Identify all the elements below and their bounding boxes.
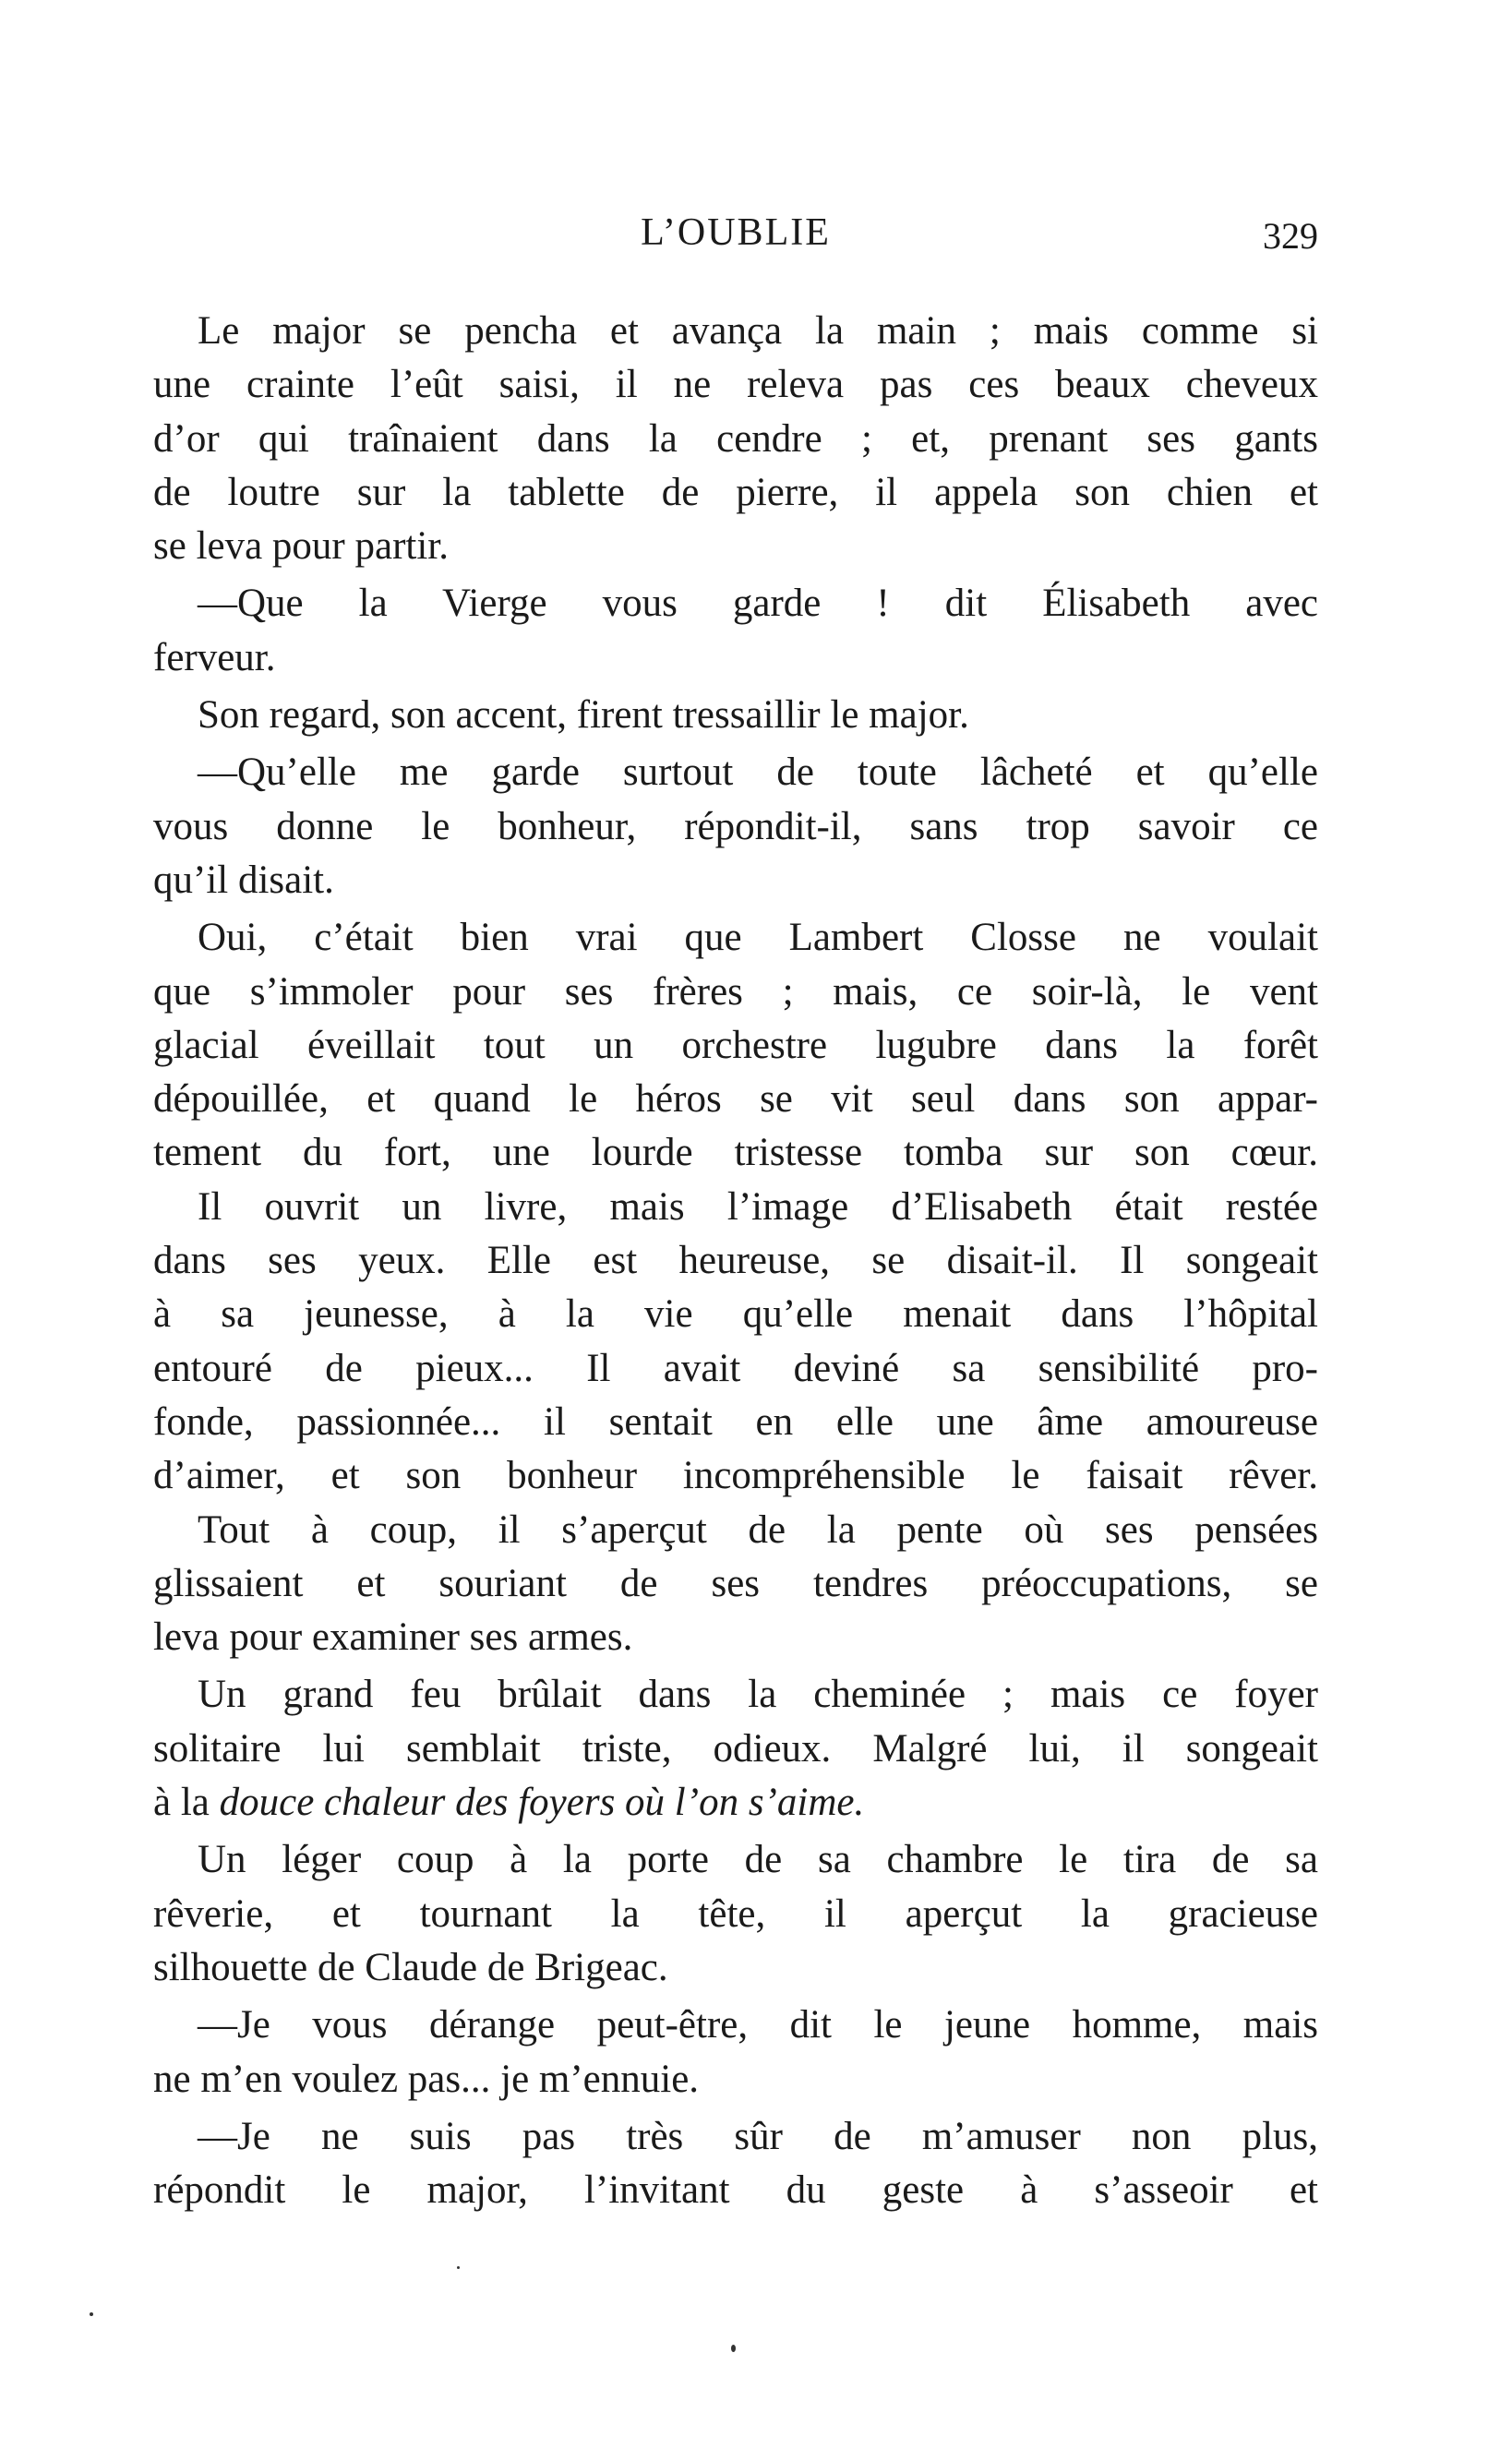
text-line: fonde, passionnée... il sentait en elle une âme amoureuse [153, 1399, 1318, 1444]
text-line: que s’immoler pour ses frères ; mais, ce soir-là, le vent [153, 969, 1318, 1014]
text-line: —Que la Vierge vous garde ! dit Élisabeth avec [198, 582, 1318, 626]
text-line: ne m’en voulez pas... je m’ennuie. [153, 2057, 700, 2101]
text-line: vous donne le bonheur, répondit-il, sans trop savoir ce [153, 804, 1318, 848]
text-line: solitaire lui semblait triste, odieux. Malgré lui, il songeait [153, 1726, 1318, 1771]
text-line: Un grand feu brûlait dans la cheminée ; mais ce foyer [198, 1673, 1318, 1717]
text-line: —Je ne suis pas très sûr de m’amuser non plus, [198, 2114, 1318, 2158]
text-line: qu’il disait. [153, 858, 334, 902]
ink-speck [90, 2312, 93, 2316]
text-line: ferveur. [153, 635, 276, 679]
text-line: glissaient et souriant de ses tendres préoccupations, se [153, 1561, 1318, 1605]
text-line: silhouette de Claude de Brigeac. [153, 1945, 668, 1989]
text-line: —Qu’elle me garde surtout de toute lâcheté et qu’elle [198, 750, 1318, 795]
text-line: Oui, c’était bien vrai que Lambert Closse ne voulait [198, 916, 1318, 960]
text-line: répondit le major, l’invitant du geste à s’asseoir et [153, 2168, 1318, 2213]
page-number: 329 [1263, 215, 1318, 257]
text-line: à sa jeunesse, à la vie qu’elle menait dans l’hôpital [153, 1292, 1318, 1337]
text-line: —Je vous dérange peut-être, dit le jeune homme, mais [198, 2003, 1318, 2047]
text-line: dans ses yeux. Elle est heureuse, se disait-il. Il songeait [153, 1239, 1318, 1283]
text-line: de loutre sur la tablette de pierre, il appela son chien et [153, 470, 1318, 514]
running-title: L’OUBLIE [641, 211, 831, 254]
text-line: d’aimer, et son bonheur incompréhensible le faisait rêver. [153, 1454, 1318, 1498]
ink-speck [457, 2266, 460, 2269]
text-line: Tout à coup, il s’aperçut de la pente où ses pensées [198, 1507, 1318, 1552]
page-body [153, 305, 1318, 2217]
text-line: Un léger coup à la porte de sa chambre le tira de sa [198, 1838, 1318, 1882]
text-line: Son regard, son accent, firent tressaillir le major. [198, 693, 969, 738]
text-line: une crainte l’eût saisi, il ne releva pas ces beaux cheveux [153, 363, 1318, 407]
text-line: se leva pour partir. [153, 524, 450, 569]
text-line: Il ouvrit un livre, mais l’image d’Elisabeth était restée [198, 1184, 1318, 1229]
text-line: Le major se pencha et avança la main ; mais comme si [198, 309, 1318, 353]
text-line: entouré de pieux... Il avait deviné sa sensibilité pro- [153, 1346, 1318, 1390]
text-line-mixed [153, 1776, 1318, 1830]
text-segment: à la [153, 1781, 210, 1825]
text-line: tement du fort, une lourde tristesse tomba sur son cœur. [153, 1131, 1318, 1175]
text-line: glacial éveillait tout un orchestre lugubre dans la forêt [153, 1023, 1318, 1067]
text-line: leva pour examiner ses armes. [153, 1615, 633, 1660]
text-line: rêverie, et tournant la tête, il aperçut la gracieuse [153, 1891, 1318, 1936]
italic-text: douce chaleur des foyers où l’on s’aime. [219, 1781, 865, 1825]
ink-speck [731, 2345, 736, 2352]
text-line: d’or qui traînaient dans la cendre ; et, prenant ses gants [153, 416, 1318, 461]
page-header [153, 210, 1318, 266]
text-line: dépouillée, et quand le héros se vit seul dans son appar- [153, 1077, 1318, 1122]
